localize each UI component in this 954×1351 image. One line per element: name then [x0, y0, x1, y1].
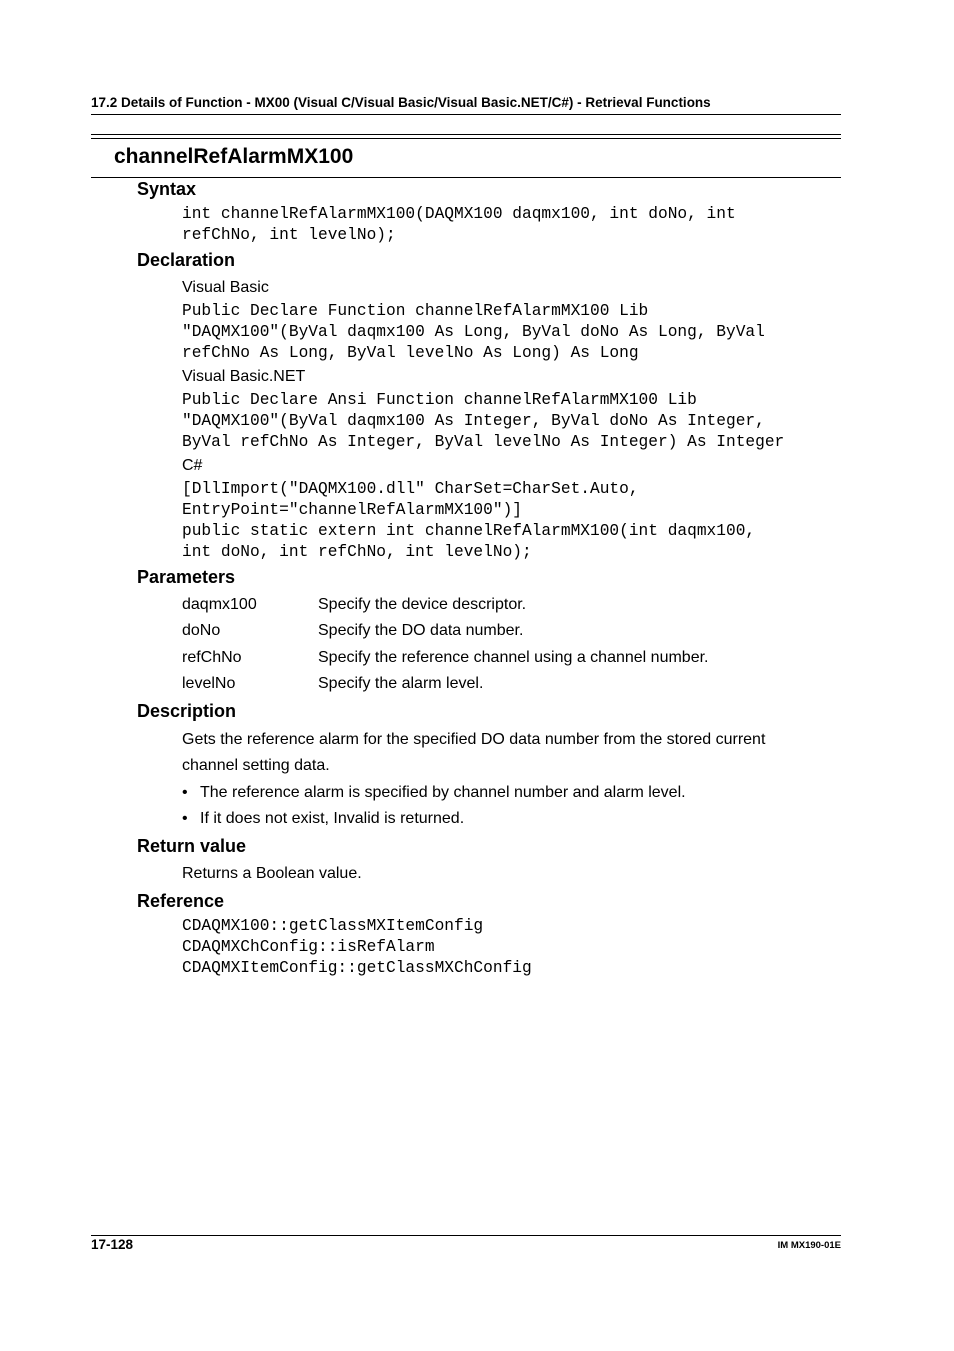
vbnet-line-3: ByVal refChNo As Integer, ByVal levelNo As Integer) As Integer [182, 433, 785, 451]
syntax-line-1: int channelRefAlarmMX100(DAQMX100 daqmx100, int doNo, int [182, 205, 736, 223]
param-desc-levelno: Specify the alarm level. [318, 675, 484, 692]
cs-line-2: EntryPoint="channelRefAlarmMX100")] [182, 501, 522, 519]
syntax-line-2: refChNo, int levelNo); [182, 226, 396, 244]
param-name-dono: doNo [182, 622, 221, 639]
vb-label: Visual Basic [182, 279, 269, 296]
param-name-daqmx100: daqmx100 [182, 596, 257, 613]
bullet-mark: • [182, 810, 188, 827]
title-top-rule-2 [91, 138, 841, 139]
section-header: 17.2 Details of Function - MX00 (Visual C/Visual Basic/Visual Basic.NET/C#) - Retrieval Functions [91, 95, 711, 110]
document-id: IM MX190-01E [777, 1240, 841, 1251]
cs-line-3: public static extern int channelRefAlarmMX100(int daqmx100, [182, 522, 756, 540]
vbnet-line-1: Public Declare Ansi Function channelRefAlarmMX100 Lib [182, 391, 697, 409]
vb-line-2: "DAQMX100"(ByVal daqmx100 As Long, ByVal doNo As Long, ByVal [182, 323, 765, 341]
return-value-text: Returns a Boolean value. [182, 865, 362, 882]
title-bottom-rule [91, 177, 841, 178]
reference-line-2: CDAQMXChConfig::isRefAlarm [182, 938, 435, 956]
bullet-text: If it does not exist, Invalid is returned. [200, 810, 465, 827]
param-name-levelno: levelNo [182, 675, 236, 692]
syntax-heading: Syntax [137, 179, 197, 199]
param-desc-daqmx100: Specify the device descriptor. [318, 596, 527, 613]
header-rule [91, 114, 841, 115]
reference-line-1: CDAQMX100::getClassMXItemConfig [182, 917, 484, 935]
vbnet-line-2: "DAQMX100"(ByVal daqmx100 As Integer, ByVal doNo As Integer, [182, 412, 765, 430]
page-number: 17-128 [91, 1237, 134, 1252]
param-name-refchno: refChNo [182, 649, 242, 666]
bullet-text: The reference alarm is specified by channel number and alarm level. [200, 784, 686, 801]
vbnet-label: Visual Basic.NET [182, 368, 306, 385]
reference-heading: Reference [137, 891, 225, 911]
page-title: channelRefAlarmMX100 [114, 145, 354, 168]
description-line-1: Gets the reference alarm for the specified DO data number from the stored current [182, 731, 766, 748]
declaration-heading: Declaration [137, 250, 236, 270]
cs-label: C# [182, 457, 203, 474]
parameters-heading: Parameters [137, 567, 236, 587]
reference-line-3: CDAQMXItemConfig::getClassMXChConfig [182, 959, 532, 977]
title-top-rule-1 [91, 134, 841, 135]
param-desc-dono: Specify the DO data number. [318, 622, 524, 639]
description-bullet-1 [182, 784, 686, 802]
cs-line-1: [DllImport("DAQMX100.dll" CharSet=CharSet.Auto, [182, 480, 639, 498]
description-line-2: channel setting data. [182, 757, 330, 774]
param-desc-refchno: Specify the reference channel using a channel number. [318, 649, 709, 666]
description-heading: Description [137, 701, 237, 721]
return-value-heading: Return value [137, 836, 247, 856]
vb-line-3: refChNo As Long, ByVal levelNo As Long) As Long [182, 344, 639, 362]
description-bullet-2 [182, 810, 464, 828]
vb-line-1: Public Declare Function channelRefAlarmMX100 Lib [182, 302, 649, 320]
cs-line-4: int doNo, int refChNo, int levelNo); [182, 543, 532, 561]
footer-rule [91, 1235, 841, 1236]
bullet-mark: • [182, 784, 188, 801]
